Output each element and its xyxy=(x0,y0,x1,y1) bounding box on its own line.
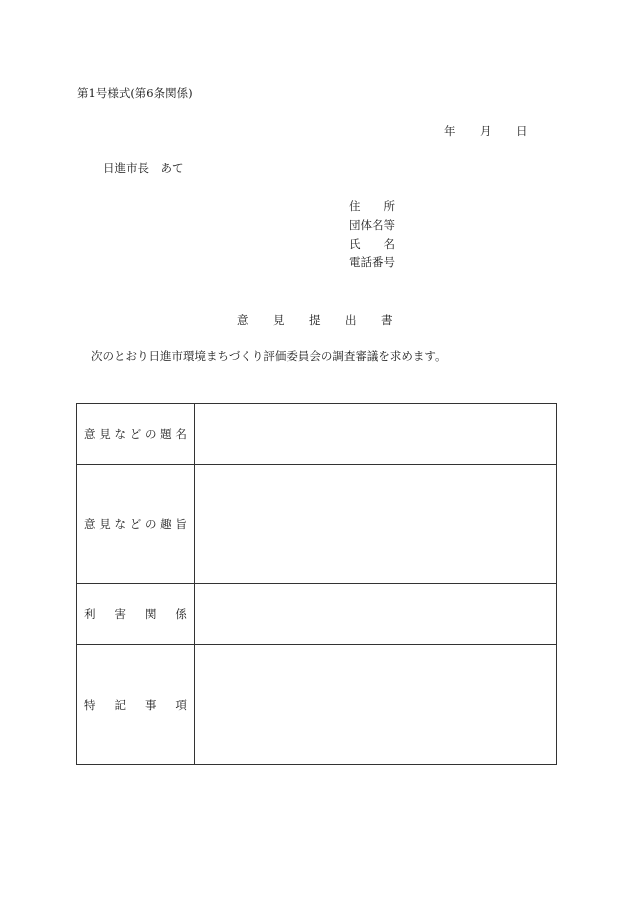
sender-address-label: 住 所 xyxy=(349,199,395,213)
label-char: 旨 xyxy=(175,517,187,531)
label-char: の xyxy=(144,517,157,531)
title-char: 見 xyxy=(273,313,285,327)
label-char: 関 xyxy=(144,607,157,621)
date-month-label: 月 xyxy=(480,124,492,138)
interest-field[interactable] xyxy=(194,584,556,645)
document-title xyxy=(237,312,417,328)
label-opinion-purpose xyxy=(77,465,195,584)
opinion-form-table xyxy=(76,403,557,765)
label-special-notes xyxy=(77,645,195,765)
sender-block xyxy=(349,197,395,272)
title-char: 出 xyxy=(345,313,357,327)
label-char: ど xyxy=(129,427,142,441)
label-char: 見 xyxy=(99,427,111,441)
table-row xyxy=(77,584,557,645)
label-char: 利 xyxy=(84,607,96,621)
label-char: 係 xyxy=(175,607,187,621)
label-char: 題 xyxy=(160,427,172,441)
date-day-label: 日 xyxy=(516,124,528,138)
label-char: 意 xyxy=(84,427,96,441)
label-char: な xyxy=(114,517,126,531)
form-number: 第1号様式(第6条関係) xyxy=(77,86,193,100)
label-char: ど xyxy=(129,517,142,531)
table-row xyxy=(77,645,557,765)
label-char: 項 xyxy=(175,697,187,712)
special-notes-field[interactable] xyxy=(194,645,556,765)
date-line xyxy=(444,123,528,139)
label-char: 害 xyxy=(114,607,126,621)
intro-text: 次のとおり日進市環境まちづくり評価委員会の調査審議を求めます。 xyxy=(91,349,447,363)
label-char: 名 xyxy=(175,427,187,441)
sender-name-label: 氏 名 xyxy=(349,236,395,251)
sender-phone-label: 電話番号 xyxy=(349,255,395,270)
opinion-purpose-field[interactable] xyxy=(194,465,556,584)
table-row xyxy=(77,465,557,584)
label-char: 記 xyxy=(114,697,126,712)
table-row xyxy=(77,404,557,465)
addressee: 日進市長 あて xyxy=(103,161,184,175)
label-char: な xyxy=(114,427,126,441)
label-char: 見 xyxy=(99,517,111,531)
title-char: 書 xyxy=(381,313,393,327)
label-char: の xyxy=(144,427,157,441)
label-opinion-title xyxy=(77,404,195,465)
label-char: 趣 xyxy=(160,517,172,531)
label-interest xyxy=(77,584,195,645)
label-char: 事 xyxy=(144,697,157,712)
sender-organization-label: 団体名等 xyxy=(349,217,395,232)
title-char: 意 xyxy=(237,313,249,327)
label-char: 意 xyxy=(84,517,96,531)
date-year-label: 年 xyxy=(444,124,456,138)
opinion-title-field[interactable] xyxy=(194,404,556,465)
label-char: 特 xyxy=(84,697,96,712)
title-char: 提 xyxy=(309,313,321,327)
